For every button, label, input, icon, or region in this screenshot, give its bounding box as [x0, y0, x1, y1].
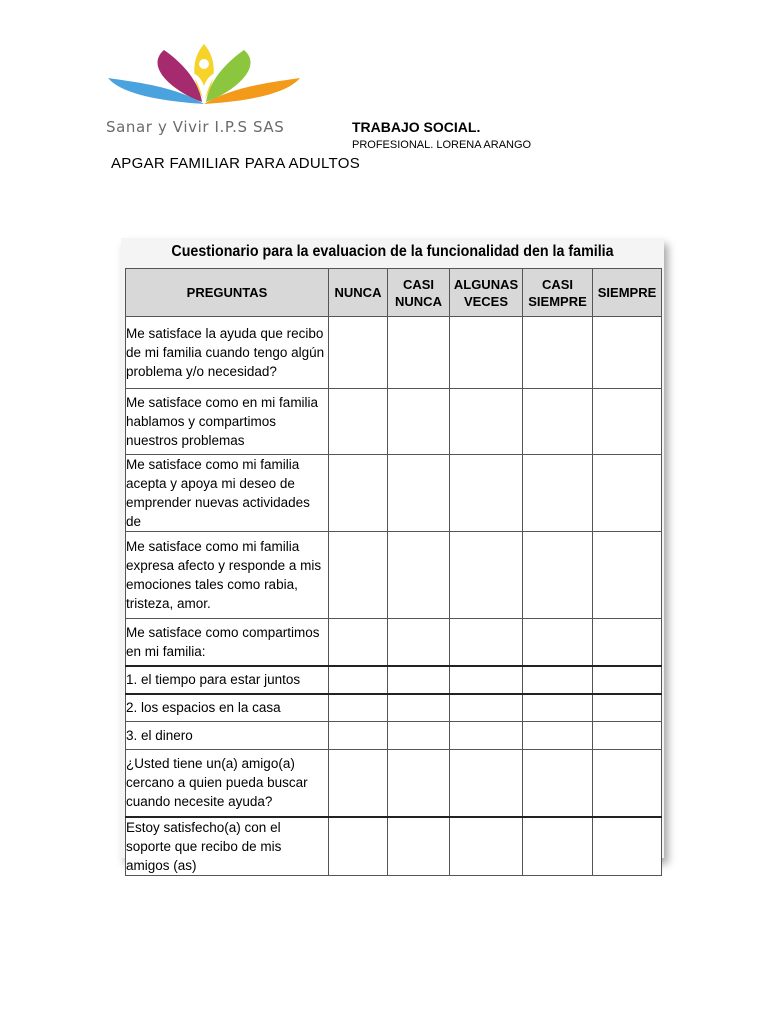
answer-cell-siempre[interactable]	[593, 817, 662, 876]
logo-company-name: Sanar y Vivir I.P.S SAS	[106, 118, 285, 136]
question-text: 1. el tiempo para estar juntos	[126, 666, 329, 694]
header-preguntas: PREGUNTAS	[126, 269, 329, 317]
questionnaire-title: Cuestionario para la evaluacion de la funcionalidad den la familia	[171, 243, 614, 260]
answer-cell-casi-siempre[interactable]	[523, 532, 593, 619]
department-title: TRABAJO SOCIAL.	[352, 119, 481, 135]
answer-cell-casi-nunca[interactable]	[388, 817, 450, 876]
question-text: Me satisface como compartimos en mi familia:	[126, 619, 329, 666]
table-row	[126, 532, 662, 619]
answer-cell-algunas-veces[interactable]	[450, 455, 523, 532]
answer-cell-siempre[interactable]	[593, 532, 662, 619]
answer-cell-algunas-veces[interactable]	[450, 666, 523, 694]
answer-cell-siempre[interactable]	[593, 455, 662, 532]
answer-cell-siempre[interactable]	[593, 317, 662, 389]
answer-cell-siempre[interactable]	[593, 619, 662, 666]
answer-cell-nunca[interactable]	[329, 317, 388, 389]
answer-cell-casi-nunca[interactable]	[388, 389, 450, 455]
header-siempre: SIEMPRE	[593, 269, 662, 317]
answer-cell-casi-siempre[interactable]	[523, 722, 593, 750]
answer-cell-casi-nunca[interactable]	[388, 722, 450, 750]
answer-cell-casi-siempre[interactable]	[523, 817, 593, 876]
answer-cell-casi-siempre[interactable]	[523, 455, 593, 532]
header-nunca: NUNCA	[329, 269, 388, 317]
answer-cell-casi-nunca[interactable]	[388, 317, 450, 389]
question-text: Estoy satisfecho(a) con el soporte que recibo de mis amigos (as)	[126, 817, 329, 876]
answer-cell-algunas-veces[interactable]	[450, 532, 523, 619]
answer-cell-algunas-veces[interactable]	[450, 694, 523, 722]
questionnaire-sheet	[121, 238, 664, 873]
answer-cell-casi-siempre[interactable]	[523, 619, 593, 666]
answer-cell-casi-siempre[interactable]	[523, 666, 593, 694]
professional-name: PROFESIONAL. LORENA ARANGO	[352, 139, 532, 151]
question-text: ¿Usted tiene un(a) amigo(a) cercano a quien pueda buscar cuando necesite ayuda?	[126, 750, 329, 817]
answer-cell-casi-nunca[interactable]	[388, 532, 450, 619]
answer-cell-algunas-veces[interactable]	[450, 722, 523, 750]
question-text: Me satisface como en mi familia hablamos y compartimos nuestros problemas	[126, 389, 329, 455]
table-row	[126, 750, 662, 817]
answer-cell-casi-siempre[interactable]	[523, 389, 593, 455]
document-title: APGAR FAMILIAR PARA ADULTOS	[111, 155, 361, 172]
question-text: Me satisface como mi familia expresa afecto y responde a mis emociones tales como rabia, tristeza, amor.	[126, 532, 329, 619]
table-row	[126, 694, 662, 722]
answer-cell-algunas-veces[interactable]	[450, 389, 523, 455]
question-text: Me satisface la ayuda que recibo de mi familia cuando tengo algún problema y/o necesidad?	[126, 317, 329, 389]
question-text: Me satisface como mi familia acepta y apoya mi deseo de emprender nuevas actividades de	[126, 455, 329, 532]
table-row	[126, 666, 662, 694]
table-row	[126, 389, 662, 455]
table-row	[126, 317, 662, 389]
answer-cell-nunca[interactable]	[329, 750, 388, 817]
header-algunas-veces: ALGUNAS VECES	[450, 269, 523, 317]
answer-cell-nunca[interactable]	[329, 532, 388, 619]
answer-cell-nunca[interactable]	[329, 666, 388, 694]
table-row	[126, 722, 662, 750]
answer-cell-algunas-veces[interactable]	[450, 750, 523, 817]
answer-cell-algunas-veces[interactable]	[450, 817, 523, 876]
answer-cell-casi-siempre[interactable]	[523, 694, 593, 722]
answer-cell-siempre[interactable]	[593, 722, 662, 750]
answer-cell-nunca[interactable]	[329, 817, 388, 876]
answer-cell-casi-siempre[interactable]	[523, 317, 593, 389]
company-logo	[104, 42, 304, 137]
lotus-logo-icon	[104, 42, 304, 117]
answer-cell-casi-nunca[interactable]	[388, 750, 450, 817]
answer-cell-siempre[interactable]	[593, 694, 662, 722]
answer-cell-nunca[interactable]	[329, 389, 388, 455]
header-casi-nunca: CASI NUNCA	[388, 269, 450, 317]
table-row	[126, 455, 662, 532]
table-row	[126, 817, 662, 876]
answer-cell-casi-nunca[interactable]	[388, 455, 450, 532]
answer-cell-siempre[interactable]	[593, 750, 662, 817]
answer-cell-siempre[interactable]	[593, 666, 662, 694]
answer-cell-siempre[interactable]	[593, 389, 662, 455]
question-text: 3. el dinero	[126, 722, 329, 750]
answer-cell-nunca[interactable]	[329, 455, 388, 532]
answer-cell-algunas-veces[interactable]	[450, 317, 523, 389]
answer-cell-casi-nunca[interactable]	[388, 694, 450, 722]
table-header-row	[126, 269, 662, 317]
header-casi-siempre: CASI SIEMPRE	[523, 269, 593, 317]
answer-cell-nunca[interactable]	[329, 722, 388, 750]
answer-cell-algunas-veces[interactable]	[450, 619, 523, 666]
answer-cell-nunca[interactable]	[329, 694, 388, 722]
answer-cell-nunca[interactable]	[329, 619, 388, 666]
question-text: 2. los espacios en la casa	[126, 694, 329, 722]
answer-cell-casi-siempre[interactable]	[523, 750, 593, 817]
table-row	[126, 619, 662, 666]
answer-cell-casi-nunca[interactable]	[388, 666, 450, 694]
answer-cell-casi-nunca[interactable]	[388, 619, 450, 666]
questionnaire-table	[125, 268, 662, 876]
